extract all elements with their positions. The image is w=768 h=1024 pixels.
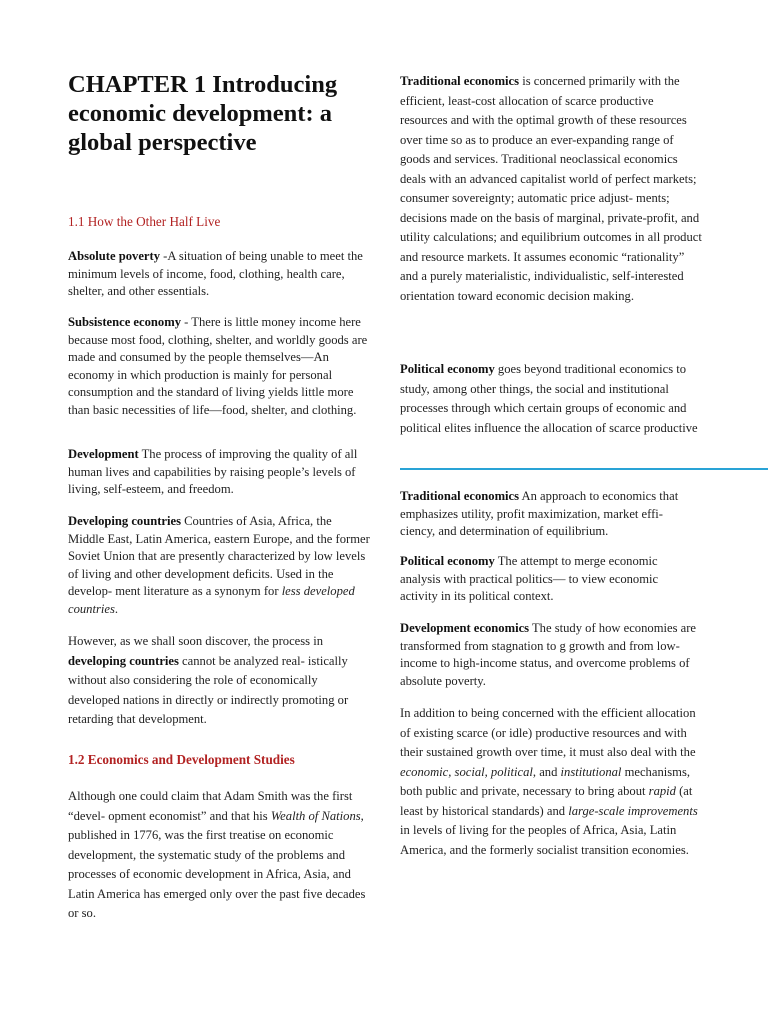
paragraph-political-economy: Political economy goes beyond traditional economics to study, among other things, the social and institutional processes through which certain groups of economic and political elites influence the allocation of scarce productive [400,362,698,435]
paragraph-in-addition: In addition to being concerned with the efficient allocation of existing scarce (or idle) productive resources and with their sustained growth over time, it must also deal with the economic, social, political, and institutional mechanisms, both public and private, necessary to bring about rapid (at least by historical standards) and large-scale improvements in levels of living for the peoples of Africa, Asia, Latin America, and the formerly socialist transition economies. [400,706,698,857]
definition-development [68,446,370,499]
definition-text: Countries of Asia, Africa, the Middle East, Latin America, eastern Europe, and the former Soviet Union that are presently characterized by low levels of living and other development deficits. Used in the develop- ment literature as a synonym for [68,514,370,599]
term: Political economy [400,554,495,568]
term: developing countries [68,653,179,668]
paragraph-adam-smith: Although one could claim that Adam Smith was the first “devel- opment economist” and that his Wealth of Nations, published in 1776, was the first treatise on economic development, the systematic study of the problems and processes of economic development in Africa, Asia, and Latin America has emerged only over the past five decades or so. [68,789,366,920]
definition-text: The process of improving the quality of all human lives and capabilities by raising people’s levels of living, self-esteem, and freedom. [68,447,358,497]
italic-text: Wealth of Nations, [270,808,364,823]
term: Developing countries [68,514,181,528]
section-heading-2: 1.2 Economics and Development Studies [68,752,295,767]
term: Traditional economics [400,74,520,88]
section-heading-1: 1.1 How the Other Half Live [68,214,221,229]
definition-political-economy: Political economy The attempt to merge economic analysis with practical politics— to view economic activity in its political context. [400,554,659,604]
term: Political economy [400,362,495,376]
paragraph-traditional-economics: Traditional economics is concerned primarily with the efficient, least-cost allocation of scarce productive resources and with the optimal growth of these resources over time so as to produce an ever-expanding range of goods and services. Traditional neoclassical economics deals with an advanced capitalist world of perfect markets; consumer sovereignty; automatic price adjust- ments; decisions made on the basis of marginal, private-profit, and utility calculations; and equilibrium outcomes in all product and resource markets. It assumes economic “rationality” and a purely materialistic, individualistic, self-interested orientation toward economic decision making. [400,74,702,303]
section-divider [400,468,768,470]
chapter-title: CHAPTER 1 Introducing economic development: a global perspective [68,71,338,156]
definition-absolute-poverty [68,248,370,301]
term: Traditional economics [400,489,520,503]
paragraph-however: However, as we shall soon discover, the process in developing countries cannot be analyzed real- istically without also considering the role of economically developed nations in directly or indirectly promoting or retarding that development. [68,634,349,726]
definition-developing-countries: Developing countries Countries of Asia, Africa, the Middle East, Latin America, eastern Europe, and the former Soviet Union that are presently characterized by low levels of living and other development deficits. Used in the develop- ment literature as a synonym for less developed countries. [68,514,370,616]
definition-traditional-economics: Traditional economics An approach to economics that emphasizes utility, profit maximization, market effi- ciency, and determination of equilibrium. [400,489,679,539]
definition-subsistence-economy [68,314,370,420]
term: Development [68,447,139,461]
italic-text: less developed countries [68,584,355,616]
definition-text: - There is little money income here because most food, clothing, shelter, and worldly goods are made and consumed by the people themselves—An economy in which production is mainly for personal consumption and the standard of living yields little more than basic necessities of life—food, shelter, and clothing. [68,315,368,417]
term: Absolute poverty [68,249,160,263]
definition-development-economics: Development economics The study of how economies are transformed from stagnation to g growth and from low- income to high-income status, and overcome problems of absolute poverty. [400,621,697,688]
definition-text: -A situation of being unable to meet the minimum levels of income, food, clothing, health care, shelter, and other essentials. [68,249,363,299]
term: Development economics [400,621,530,635]
term: Subsistence economy [68,315,181,329]
